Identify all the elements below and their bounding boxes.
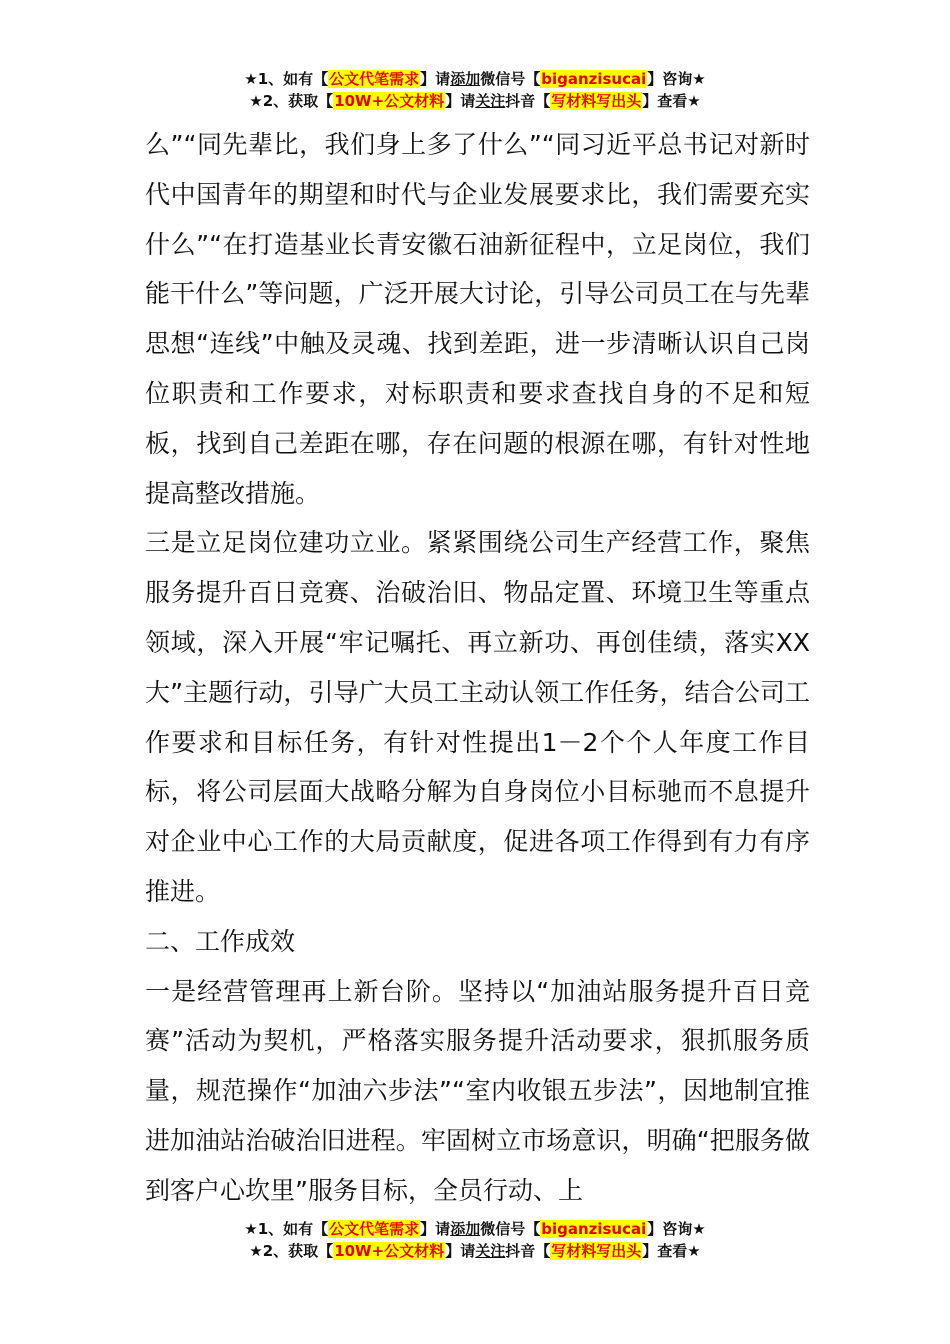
promo-text: 】咨询★ (647, 1220, 706, 1238)
promo-underlined: 关注 (475, 92, 506, 110)
header-promo-banner (0, 68, 950, 112)
promo-text: 微信号【 (480, 1220, 541, 1238)
promo-text: 微信号【 (480, 70, 541, 88)
promo-highlight: 10W+公文材料 (334, 92, 445, 110)
promo-text: 】请 (445, 1242, 476, 1260)
promo-douyin-id: 写材料写出头 (551, 92, 642, 110)
promo-text: 】请 (420, 1220, 451, 1238)
promo-text: 抖音【 (505, 1242, 551, 1260)
promo-underlined: 添加 (450, 70, 481, 88)
body-paragraph: 一是经营管理再上新台阶。坚持以“加油站服务提升百日竞赛”活动为契机，严格落实服务提升活动要求，狠抓服务质量，规范操作“加油六步法”“室内收银五步法”，因地制宜推进加油站治破治旧进程。牢固树立市场意识，明确“把服务做到客户心坎里”服务目标，全员行动、上 (145, 976, 810, 1205)
promo-wechat-id: biganzisucai (541, 1220, 647, 1238)
document-body (145, 120, 810, 1216)
promo-text: 】查看★ (642, 1242, 701, 1260)
promo-text: ★1、如有【 (244, 1220, 329, 1238)
promo-line-2 (0, 1240, 950, 1262)
promo-highlight: 10W+公文材料 (334, 1242, 445, 1260)
promo-text: 】查看★ (642, 92, 701, 110)
promo-text: ★1、如有【 (244, 70, 329, 88)
promo-line-1 (0, 1218, 950, 1240)
body-paragraph: 么”“同先辈比，我们身上多了什么”“同习近平总书记对新时代中国青年的期望和时代与企业发展要求比，我们需要充实什么”“在打造基业长青安徽石油新征程中，立足岗位，我们能干什么”等问题，广泛开展大讨论，引导公司员工在与先辈思想“连线”中触及灵魂、找到差距，进一步清晰认识自己岗位职责和工作要求，对标职责和要求查找自身的不足和短板，找到自己差距在哪，存在问题的根源在哪，有针对性地提高整改措施。 (145, 130, 810, 508)
promo-line-2 (0, 90, 950, 112)
footer-promo-banner (0, 1218, 950, 1262)
promo-text: 】请 (420, 70, 451, 88)
promo-text: 】咨询★ (647, 70, 706, 88)
promo-text: ★2、获取【 (249, 92, 334, 110)
promo-underlined: 添加 (450, 1220, 481, 1238)
promo-highlight: 公文代笔需求 (329, 1220, 420, 1238)
promo-text: 抖音【 (505, 92, 551, 110)
promo-text: ★2、获取【 (249, 1242, 334, 1260)
promo-text: 】请 (445, 92, 476, 110)
promo-highlight: 公文代笔需求 (329, 70, 420, 88)
promo-douyin-id: 写材料写出头 (551, 1242, 642, 1260)
section-heading: 二、工作成效 (145, 926, 296, 956)
body-paragraph: 三是立足岗位建功立业。紧紧围绕公司生产经营工作，聚焦服务提升百日竞赛、治破治旧、物品定置、环境卫生等重点领域，深入开展“牢记嘱托、再立新功、再创佳绩，落实XX大”主题行动，引导广大员工主动认领工作任务，结合公司工作要求和目标任务，有针对性提出1－2个个人年度工作目标，将公司层面大战略分解为自身岗位小目标驰而不息提升对企业中心工作的大局贡献度，促进各项工作得到有力有序推进。 (145, 528, 810, 906)
promo-wechat-id: biganzisucai (541, 70, 647, 88)
promo-line-1 (0, 68, 950, 90)
promo-underlined: 关注 (475, 1242, 506, 1260)
